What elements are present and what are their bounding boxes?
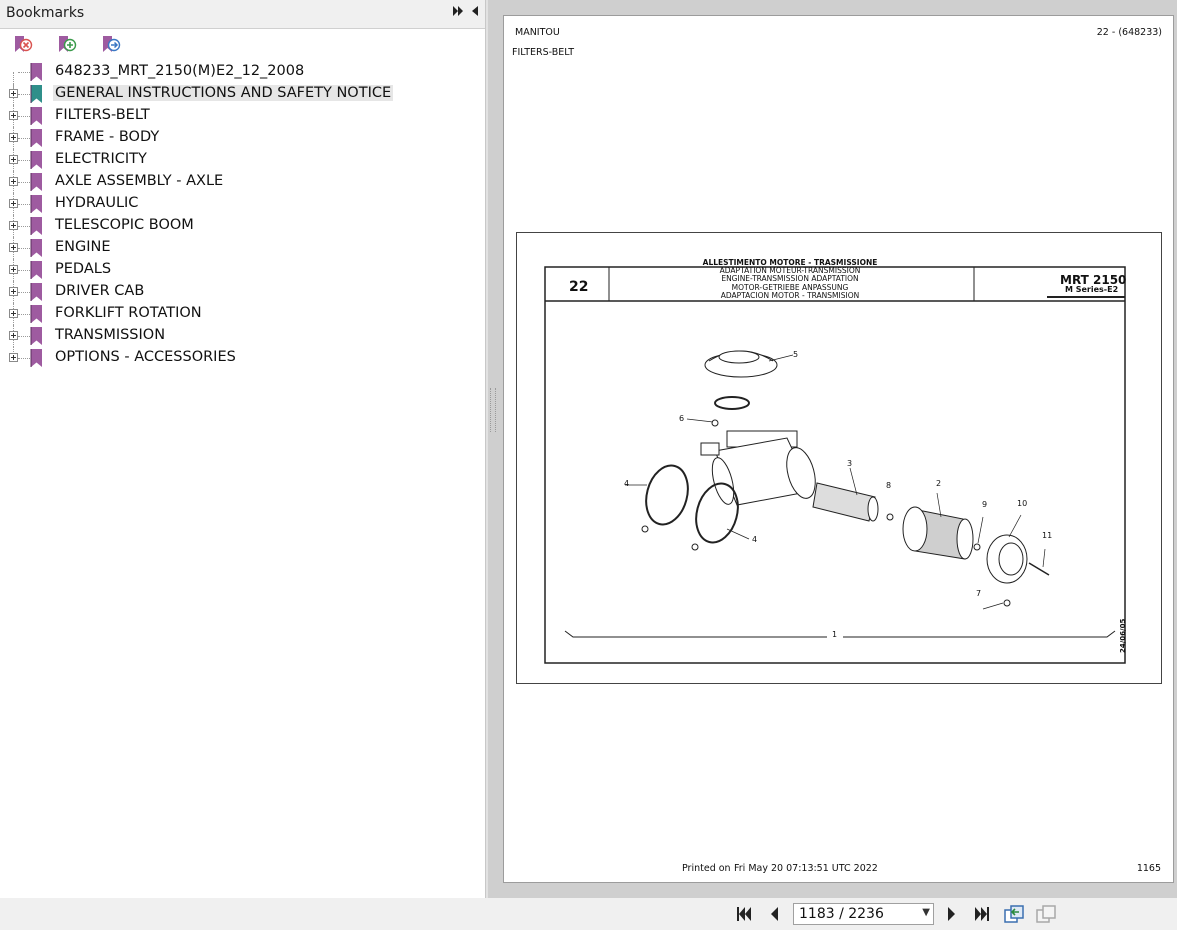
bookmark-icon [30,151,43,169]
bookmark-label: AXLE ASSEMBLY - AXLE [55,173,224,189]
double-chevron-right-icon[interactable] [452,5,464,20]
bookmark-item[interactable] [0,83,485,105]
callout-6: 6 [679,414,685,423]
bookmark-item[interactable] [0,237,485,259]
bookmark-label: 648233_MRT_2150(M)E2_12_2008 [55,63,305,79]
bookmark-icon [30,195,43,213]
callout-5: 5 [793,350,799,359]
bookmark-icon [30,349,43,367]
tree-branch [18,336,30,337]
bookmark-item[interactable] [0,259,485,281]
bookmark-icon [30,85,43,103]
series-label: M Series-E2 [1065,285,1119,294]
bookmark-label: TELESCOPIC BOOM [55,217,194,233]
title-line-fr: ADAPTATION MOTEUR-TRANSMISSION [719,266,861,276]
tree-branch [18,116,30,117]
go-back-view-icon[interactable] [1003,904,1023,924]
expand-icon[interactable] [9,353,18,362]
expand-icon[interactable] [9,89,18,98]
callout-11: 11 [1042,531,1053,540]
previous-page-icon[interactable] [765,904,785,924]
chevron-down-icon[interactable]: ▼ [922,907,930,918]
bookmark-icon [30,173,43,191]
tree-branch [18,292,30,293]
current-page-value: 1183 / 2236 [799,906,884,922]
page-reference: 22 - (648233) [1096,27,1162,38]
document-page [503,15,1174,883]
bookmark-icon [30,63,43,81]
parts-drawing [516,232,1162,684]
tree-branch [18,160,30,161]
bookmark-label: FRAME - BODY [55,129,160,145]
section-label: FILTERS-BELT [512,47,575,58]
bookmark-item[interactable] [0,303,485,325]
add-bookmark-icon[interactable] [56,34,78,56]
bookmark-label: ELECTRICITY [55,151,147,167]
brand-label: MANITOU [515,27,560,38]
bookmark-icon [30,261,43,279]
bookmark-label: OPTIONS - ACCESSORIES [55,349,236,365]
callout-8: 8 [886,481,892,490]
page-number: 1165 [1136,863,1161,874]
tree-branch [18,94,30,95]
tree-branch [18,248,30,249]
bookmark-label: GENERAL INSTRUCTIONS AND SAFETY NOTICE [55,85,392,101]
bookmarks-title: Bookmarks [6,5,85,21]
exploded-view-diagram [517,233,1161,683]
title-line-en: ENGINE-TRANSMISSION ADAPTATION [721,274,859,284]
expand-icon[interactable] [9,331,18,340]
tree-branch [18,182,30,183]
expand-icon[interactable] [9,221,18,230]
bookmarks-header [0,0,485,29]
printed-on-label: Printed on [682,863,731,874]
tree-branch [18,358,30,359]
go-forward-view-icon[interactable] [1035,904,1055,924]
callout-4a: 4 [624,479,630,488]
group-number: 22 [569,279,589,295]
expand-icon[interactable] [9,287,18,296]
printed-date: Fri May 20 07:13:51 UTC 2022 [734,863,878,874]
bookmark-icon [30,239,43,257]
callout-2: 2 [936,479,942,488]
bookmark-item[interactable] [0,281,485,303]
expand-icon[interactable] [9,111,18,120]
bookmark-label: ENGINE [55,239,111,255]
drawing-date-code: 24/06/05 [1119,618,1127,653]
callout-7: 7 [976,589,982,598]
bookmark-item[interactable] [0,127,485,149]
bookmark-item[interactable] [0,215,485,237]
bookmark-label: HYDRAULIC [55,195,139,211]
title-line-it: ALLESTIMENTO MOTORE - TRASMISSIONE [702,258,878,267]
expand-icon[interactable] [9,265,18,274]
bookmark-item[interactable] [0,347,485,369]
next-page-icon[interactable] [941,904,961,924]
tree-branch [18,204,30,205]
page-navigation-bar [0,898,1177,930]
bookmark-item[interactable] [0,61,485,83]
bookmark-label: FORKLIFT ROTATION [55,305,202,321]
tree-branch [18,72,30,73]
bookmark-label: DRIVER CAB [55,283,145,299]
bookmark-item[interactable] [0,171,485,193]
callout-4b: 4 [752,535,758,544]
bookmark-icon [30,129,43,147]
bookmark-label: TRANSMISSION [55,327,166,343]
bookmark-icon [30,217,43,235]
tree-branch [18,226,30,227]
expand-icon[interactable] [9,309,18,318]
bookmark-item[interactable] [0,105,485,127]
bookmark-icon [30,107,43,125]
bookmark-item[interactable] [0,325,485,347]
tree-branch [18,138,30,139]
bookmarks-toolbar [0,29,485,59]
bookmark-icon [30,327,43,345]
delete-bookmark-icon[interactable] [12,34,34,56]
last-page-icon[interactable] [972,904,992,924]
title-line-es: ADAPTACION MOTOR - TRANSMISION [720,290,860,300]
tree-branch [18,270,30,271]
bookmark-label: FILTERS-BELT [55,107,150,123]
expand-icon[interactable] [9,199,18,208]
page-number-selector[interactable] [793,903,934,925]
title-line-de: MOTOR-GETRIEBE ANPASSUNG [731,282,849,292]
bookmark-item[interactable] [0,193,485,215]
first-page-icon[interactable] [734,904,754,924]
bookmark-icon [30,283,43,301]
expand-icon[interactable] [9,155,18,164]
callout-3: 3 [847,459,853,468]
tree-branch [18,314,30,315]
splitter-grip[interactable] [490,388,496,432]
bookmark-label: PEDALS [55,261,112,277]
collapse-panel-icon[interactable] [470,5,480,20]
bookmarks-panel [0,0,486,898]
callout-9: 9 [982,500,988,509]
expand-icon[interactable] [9,133,18,142]
bookmark-item[interactable] [0,149,485,171]
expand-icon[interactable] [9,177,18,186]
callout-10: 10 [1017,499,1028,508]
model-label: MRT 2150 [1060,273,1127,287]
expand-icon[interactable] [9,243,18,252]
drawing-title-block [685,259,895,300]
goto-bookmark-icon[interactable] [100,34,122,56]
bookmark-icon [30,305,43,323]
callout-1: 1 [832,630,838,639]
